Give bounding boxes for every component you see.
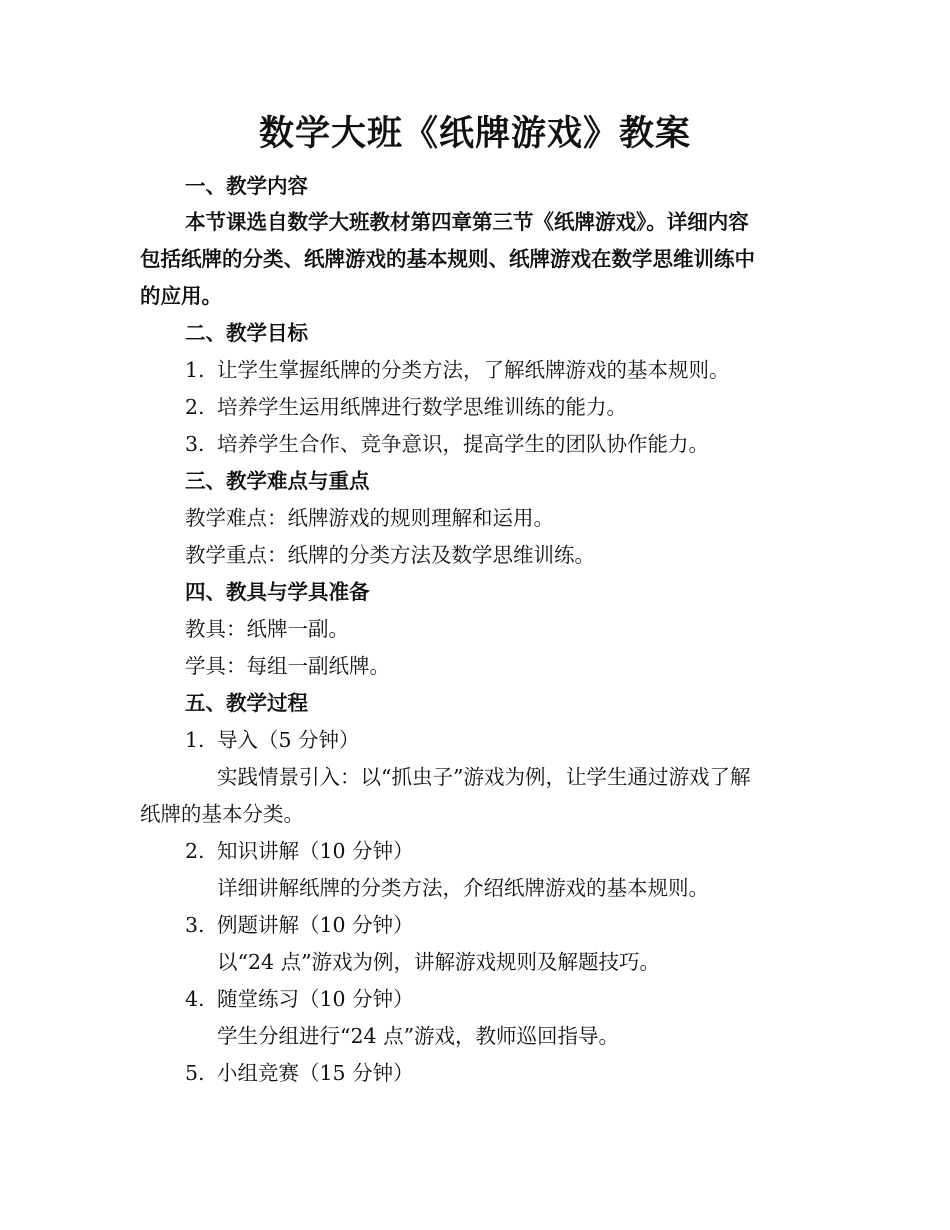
step-detail: 以“24 点”游戏为例，讲解游戏规则及解题技巧。: [217, 950, 661, 974]
list-number: 1.: [185, 728, 205, 752]
objective-item: [185, 393, 627, 421]
list-number: 5.: [185, 1061, 205, 1085]
step-title: 导入（5 分钟）: [217, 728, 360, 752]
process-step: [185, 911, 414, 939]
step-title: 例题讲解（10 分钟）: [217, 913, 414, 937]
objective-item: [185, 430, 709, 458]
objective-item: [185, 356, 730, 384]
step-detail: 详细讲解纸牌的分类方法，介绍纸牌游戏的基本规则。: [217, 876, 709, 900]
process-step: [185, 726, 360, 754]
section-heading-process: 五、教学过程: [185, 691, 308, 715]
objective-text: 让学生掌握纸牌的分类方法，了解纸牌游戏的基本规则。: [217, 358, 730, 382]
list-number: 1.: [185, 358, 205, 382]
objective-text: 培养学生运用纸牌进行数学思维训练的能力。: [217, 395, 627, 419]
step-title: 随堂练习（10 分钟）: [217, 987, 414, 1011]
step-detail: 学生分组进行“24 点”游戏，教师巡回指导。: [217, 1024, 620, 1048]
document-title: 数学大班《纸牌游戏》教案: [258, 113, 691, 154]
section-heading-difficulty: 三、教学难点与重点: [185, 469, 370, 493]
list-number: 3.: [185, 913, 205, 937]
teacher-materials-text: 教具：纸牌一副。: [185, 617, 349, 641]
section-heading-content: 一、教学内容: [185, 174, 308, 198]
process-step: [185, 1059, 414, 1087]
section-heading-materials: 四、教具与学具准备: [185, 580, 370, 604]
content-paragraph-line-3: 的应用。: [140, 284, 222, 308]
step-title: 小组竞赛（15 分钟）: [217, 1061, 414, 1085]
process-step: [185, 985, 414, 1013]
difficulty-text: 教学难点：纸牌游戏的规则理解和运用。: [185, 506, 554, 530]
section-heading-objectives: 二、教学目标: [185, 321, 308, 345]
content-paragraph-line-1: 本节课选自数学大班教材第四章第三节《纸牌游戏》。详细内容: [185, 210, 749, 234]
step-detail-line-1: 实践情景引入：以“抓虫子”游戏为例，让学生通过游戏了解: [217, 765, 751, 789]
objective-text: 培养学生合作、竞争意识，提高学生的团队协作能力。: [217, 432, 709, 456]
step-title: 知识讲解（10 分钟）: [217, 839, 414, 863]
list-number: 3.: [185, 432, 205, 456]
process-step: [185, 837, 414, 865]
list-number: 2.: [185, 839, 205, 863]
list-number: 2.: [185, 395, 205, 419]
list-number: 4.: [185, 987, 205, 1011]
step-detail-line-2: 纸牌的基本分类。: [140, 802, 304, 826]
key-point-text: 教学重点：纸牌的分类方法及数学思维训练。: [185, 543, 595, 567]
content-paragraph-line-2: 包括纸牌的分类、纸牌游戏的基本规则、纸牌游戏在数学思维训练中: [140, 247, 755, 271]
student-materials-text: 学具：每组一副纸牌。: [185, 654, 390, 678]
